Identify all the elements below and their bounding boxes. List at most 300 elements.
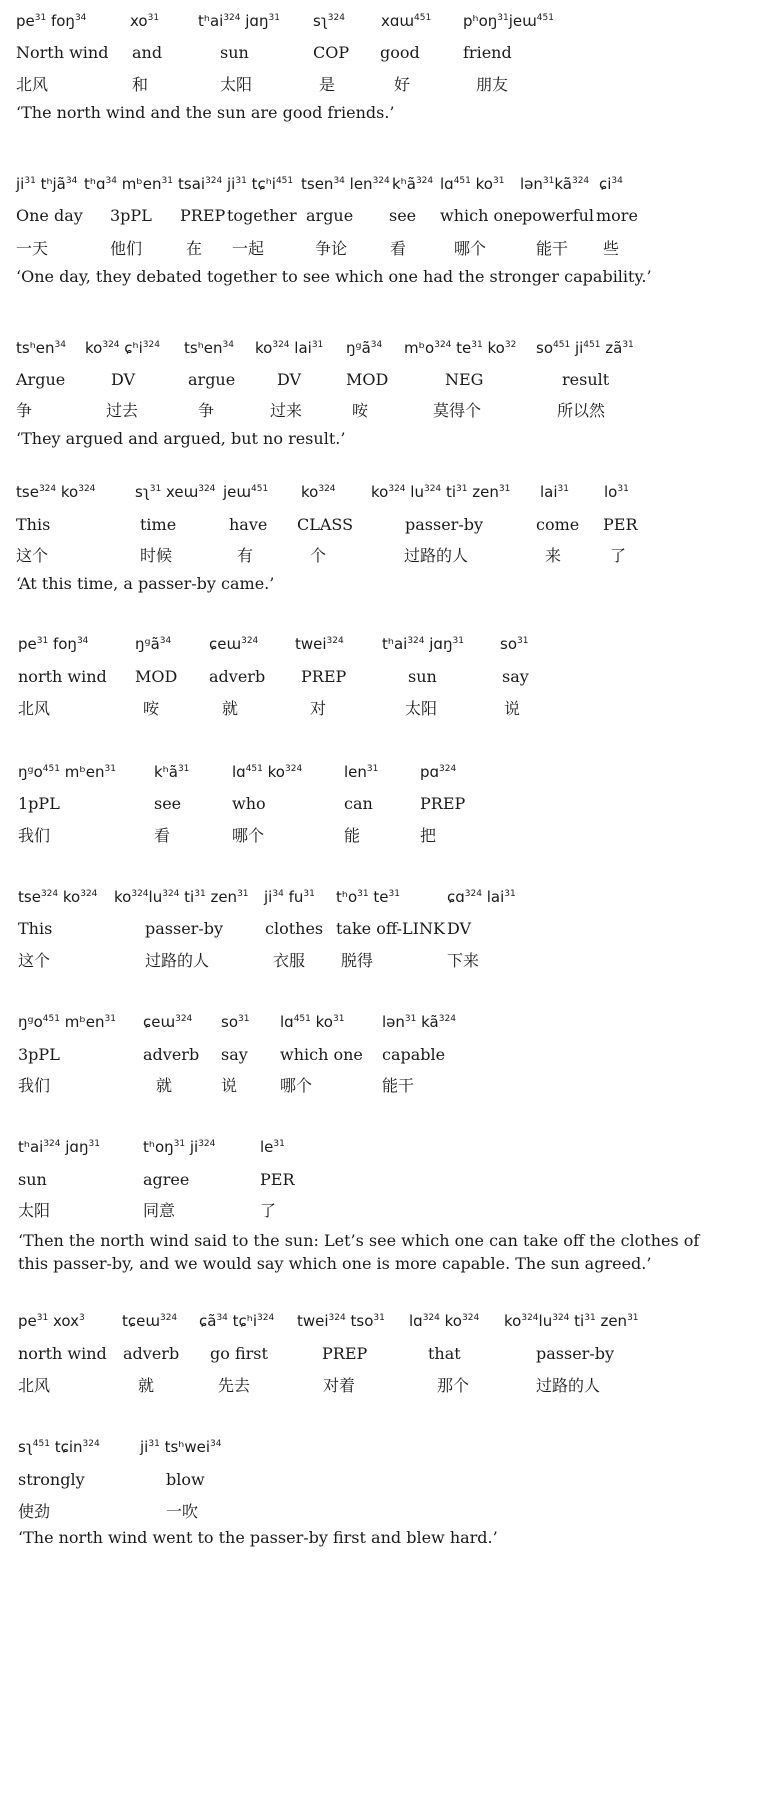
ipa-word: [122, 1312, 177, 1330]
ipa-syllable: pe: [16, 12, 35, 30]
tone-number: 31: [303, 889, 315, 899]
ipa-word: [440, 175, 504, 193]
ipa-syllable: so: [221, 1013, 238, 1031]
hanzi-word: 来: [545, 546, 562, 565]
tone-number: 324: [438, 1014, 456, 1024]
free-translation: ‘The north wind and the sun are good friends.’: [16, 103, 395, 122]
tone-number: 34: [216, 1313, 228, 1323]
tone-number: 451: [414, 13, 432, 23]
hanzi-word: 看: [390, 239, 407, 258]
hanzi-word: 过路的人: [404, 546, 469, 565]
gloss-line: [0, 43, 777, 69]
ipa-syllable: twei: [297, 1312, 329, 1330]
ipa-word: [232, 763, 302, 781]
hanzi-word: 时候: [140, 546, 173, 565]
hanzi-word: 对: [310, 699, 327, 718]
ipa-syllable: pe: [18, 1312, 37, 1330]
ipa-syllable: ko: [255, 339, 273, 357]
ipa-word: [154, 763, 189, 781]
ipa-syllable: lu: [148, 888, 163, 906]
tone-number: 324: [571, 176, 590, 186]
ipa-word: [540, 483, 569, 501]
hanzi-word: 先去: [218, 1376, 251, 1395]
gloss-per: PER: [260, 1170, 295, 1189]
tone-number: 31: [452, 636, 464, 646]
gloss-good: good: [380, 43, 420, 62]
ipa-word: [135, 635, 171, 653]
hanzi-word: 哪个: [454, 239, 487, 258]
ipa-line: [0, 888, 777, 914]
tone-number: 31: [149, 484, 162, 494]
tone-number: 324: [223, 13, 241, 23]
tone-number: 31: [542, 176, 555, 186]
ipa-syllable: ji: [140, 1438, 149, 1456]
ipa-syllable: tsai: [178, 175, 206, 193]
hanzi-word: 就: [156, 1076, 173, 1095]
ipa-syllable: lo: [604, 483, 618, 501]
hanzi-line: [0, 696, 777, 722]
ipa-word: [140, 1438, 221, 1456]
hanzi-word: 所以然: [557, 401, 606, 420]
ipa-word: [16, 175, 77, 193]
hanzi-word: 是: [319, 75, 336, 94]
tone-number: 31: [498, 484, 511, 494]
ipa-syllable: tʰoŋ: [143, 1138, 174, 1156]
free-translation: ‘Then the north wind said to the sun: Let’s see which one can take off the clothes of this passer-by, and we would say which one is more capable. The sun agreed.’: [18, 1231, 700, 1273]
tone-number: 31: [104, 1014, 116, 1024]
gloss-line: [0, 1470, 777, 1496]
tone-number: 31: [622, 340, 634, 350]
ipa-syllable: jɑŋ: [60, 1138, 89, 1156]
ipa-syllable: tʰɑ: [84, 175, 106, 193]
ipa-word: [18, 763, 116, 781]
ipa-syllable: mᵇen: [59, 1013, 105, 1031]
hanzi-word: 北风: [16, 75, 49, 94]
gloss-sun: sun: [220, 43, 249, 62]
ipa-syllable: tsʰwei: [159, 1438, 210, 1456]
ipa-word: [209, 635, 258, 653]
gloss-say: say: [221, 1045, 248, 1064]
hanzi-word: 能干: [382, 1076, 415, 1095]
ipa-syllable: jɑŋ: [424, 635, 453, 653]
ipa-word: [313, 12, 345, 30]
hanzi-word: 使劲: [18, 1502, 51, 1521]
ipa-word: [227, 175, 293, 193]
ipa-syllable: so: [500, 635, 517, 653]
tone-number: 324: [38, 484, 57, 494]
ipa-line: [0, 1438, 777, 1464]
ipa-syllable: lɑ: [280, 1013, 294, 1031]
gloss-prep: PREP: [322, 1344, 368, 1363]
hanzi-word: 看: [154, 826, 171, 845]
ipa-syllable: kã: [416, 1013, 439, 1031]
ipa-syllable: lu: [538, 1312, 553, 1330]
ipa-word: [371, 483, 510, 501]
ipa-word: [264, 888, 315, 906]
hanzi-word: 好: [394, 75, 411, 94]
tone-number: 324: [552, 1313, 570, 1323]
ipa-syllable: tsen: [301, 175, 334, 193]
ipa-line: [0, 175, 777, 201]
tone-number: 324: [40, 889, 59, 899]
ipa-syllable: tɕin: [49, 1438, 83, 1456]
ipa-syllable: ji: [264, 888, 273, 906]
tone-number: 31: [311, 340, 324, 350]
ipa-syllable: tsʰen: [16, 339, 55, 357]
hanzi-word: 了: [260, 1201, 277, 1220]
hanzi-word: 过路的人: [145, 951, 210, 970]
tone-number: 31: [497, 13, 509, 23]
tone-number: 34: [65, 176, 78, 186]
ipa-syllable: ko: [56, 483, 79, 501]
hanzi-word: 同意: [143, 1201, 176, 1220]
hanzi-word: 北风: [18, 1376, 51, 1395]
free-translation: ‘They argued and argued, but no result.’: [16, 429, 346, 448]
ipa-syllable: ko: [470, 175, 493, 193]
hanzi-line: [0, 236, 777, 262]
ipa-syllable: ko: [504, 1312, 522, 1330]
tone-number: 324: [80, 889, 98, 899]
ipa-syllable: ɕi: [599, 175, 612, 193]
gloss-passer-by: passer-by: [405, 515, 484, 534]
tone-number: 3: [78, 1313, 85, 1323]
tone-number: 34: [159, 636, 172, 646]
gloss-this: This: [16, 515, 51, 534]
ipa-syllable: ɕeɯ: [209, 635, 242, 653]
gloss-argue: argue: [306, 206, 354, 225]
hanzi-word: 争: [198, 401, 215, 420]
ipa-word: [198, 12, 280, 30]
tone-number: 31: [268, 13, 280, 23]
hanzi-word: 一天: [16, 239, 49, 258]
ipa-syllable: mᵇen: [116, 175, 162, 193]
ipa-syllable: pɑ: [420, 763, 440, 781]
ipa-syllable: xox: [48, 1312, 79, 1330]
ipa-syllable: lɑ: [440, 175, 454, 193]
ipa-word: [16, 12, 86, 30]
tone-number: 451: [583, 340, 601, 350]
tone-number: 31: [404, 1014, 417, 1024]
tone-number: 31: [36, 1313, 49, 1323]
tone-number: 451: [251, 484, 269, 494]
hanzi-word: 脱得: [341, 951, 374, 970]
ipa-word: [346, 339, 382, 357]
tone-number: 34: [222, 340, 234, 350]
tone-number: 451: [453, 176, 471, 186]
gloss-argue: argue: [188, 370, 236, 389]
gloss-and: and: [132, 43, 163, 62]
tone-number: 31: [147, 13, 160, 23]
ipa-word: [18, 1138, 100, 1156]
ipa-word: [178, 175, 222, 193]
ipa-syllable: lən: [382, 1013, 405, 1031]
gloss-have: have: [229, 515, 268, 534]
hanzi-word: 他们: [110, 239, 143, 258]
tone-number: 324: [326, 636, 344, 646]
gloss-this: This: [18, 919, 53, 938]
tone-number: 451: [42, 1014, 60, 1024]
hanzi-word: 把: [420, 826, 437, 845]
gloss-adverb: adverb: [143, 1045, 200, 1064]
hanzi-line: [0, 1198, 777, 1224]
gloss-go-first: go first: [210, 1344, 268, 1363]
ipa-word: [404, 339, 516, 357]
ipa-syllable: ɕeɯ: [143, 1013, 176, 1031]
tone-number: 324: [327, 13, 345, 23]
ipa-word: [255, 339, 323, 357]
ipa-syllable: tʰai: [198, 12, 224, 30]
gloss-come: come: [536, 515, 580, 534]
tone-number: 31: [173, 1139, 186, 1149]
tone-number: 31: [493, 176, 505, 186]
ipa-syllable: zen: [595, 1312, 628, 1330]
hanzi-word: 那个: [437, 1376, 470, 1395]
ipa-syllable: tse: [16, 483, 39, 501]
tone-number: 34: [370, 340, 383, 350]
gloss-line: [0, 794, 777, 820]
ipa-word: [16, 339, 66, 357]
ipa-syllable: foŋ: [48, 635, 77, 653]
ipa-word: [18, 1312, 85, 1330]
tone-number: 324: [82, 1439, 100, 1449]
hanzi-line: [0, 1499, 777, 1525]
hanzi-word: 过来: [270, 401, 303, 420]
tone-number: 31: [504, 889, 516, 899]
ipa-word: [420, 763, 456, 781]
tone-number: 31: [366, 764, 379, 774]
ipa-syllable: ŋᵍã: [135, 635, 160, 653]
hanzi-line: [0, 398, 777, 424]
hanzi-word: 过路的人: [536, 1376, 601, 1395]
ipa-syllable: ji: [185, 1138, 199, 1156]
hanzi-word: 一吹: [166, 1502, 199, 1521]
tone-number: 451: [536, 13, 554, 23]
ipa-syllable: lu: [405, 483, 424, 501]
ipa-syllable: ko: [371, 483, 389, 501]
gloss-blow: blow: [166, 1470, 205, 1489]
hanzi-word: 能干: [536, 239, 569, 258]
ipa-syllable: mᵇo: [404, 339, 435, 357]
hanzi-word: 我们: [18, 826, 51, 845]
ipa-syllable: ti: [569, 1312, 585, 1330]
gloss-sun: sun: [408, 667, 437, 686]
tone-number: 32: [504, 340, 517, 350]
ipa-word: [130, 12, 159, 30]
ipa-syllable: ji: [16, 175, 25, 193]
tone-number: 31: [34, 13, 47, 23]
tone-number: 324: [462, 1313, 480, 1323]
gloss-line: [0, 370, 777, 396]
ipa-line: [0, 12, 777, 38]
gloss-per: PER: [603, 515, 638, 534]
tone-number: 324: [175, 1014, 193, 1024]
hanzi-word: 对着: [323, 1376, 356, 1395]
tone-number: 31: [36, 636, 49, 646]
gloss-powerful: powerful: [522, 206, 595, 225]
ipa-syllable: te: [451, 339, 472, 357]
ipa-syllable: lai: [289, 339, 312, 357]
ipa-word: [599, 175, 623, 193]
ipa-syllable: tʰai: [382, 635, 408, 653]
hanzi-line: [0, 948, 777, 974]
tone-number: 324: [521, 1313, 539, 1323]
tone-number: 34: [272, 889, 284, 899]
tone-number: 31: [333, 1014, 345, 1024]
tone-number: 31: [238, 1014, 250, 1024]
ipa-syllable: ŋᵍã: [346, 339, 371, 357]
ipa-syllable: ji: [570, 339, 584, 357]
gloss-1ppl: 1pPL: [18, 794, 60, 813]
gloss-one-day: One day: [16, 206, 83, 225]
tone-number: 31: [617, 484, 629, 494]
ipa-line: [0, 483, 777, 509]
gloss-neg: NEG: [445, 370, 484, 389]
tone-number: 324: [78, 484, 96, 494]
gloss-passer-by: passer-by: [145, 919, 224, 938]
ipa-word: [392, 175, 433, 193]
tone-number: 31: [88, 1139, 100, 1149]
hanzi-word: 一起: [232, 239, 265, 258]
hanzi-word: 我们: [18, 1076, 51, 1095]
ipa-syllable: ji: [227, 175, 236, 193]
tone-number: 324: [198, 1139, 216, 1149]
gloss-line: [0, 1344, 777, 1370]
tone-number: 31: [161, 176, 173, 186]
gloss-see: see: [154, 794, 182, 813]
gloss-3ppl: 3pPL: [18, 1045, 60, 1064]
gloss-north-wind: North wind: [16, 43, 109, 62]
tone-number: 34: [54, 340, 66, 350]
tone-number: 31: [557, 484, 569, 494]
tone-number: 324: [328, 1313, 346, 1323]
gloss-agree: agree: [143, 1170, 190, 1189]
hanzi-word: 北风: [18, 699, 51, 718]
tone-number: 31: [373, 1313, 385, 1323]
ipa-syllable: lai: [481, 888, 505, 906]
ipa-syllable: sʅ: [18, 1438, 33, 1456]
tone-number: 451: [32, 1439, 50, 1449]
hanzi-word: 莫得个: [433, 401, 482, 420]
ipa-syllable: twei: [295, 635, 327, 653]
ipa-word: [260, 1138, 285, 1156]
gloss-adverb: adverb: [123, 1344, 180, 1363]
ipa-syllable: tɕʰi: [227, 1312, 258, 1330]
tone-number: 451: [42, 764, 60, 774]
tone-number: 324: [205, 176, 223, 186]
free-translation: ‘The north wind went to the passer-by first and blew hard.’: [18, 1528, 498, 1547]
ipa-syllable: jeɯ: [223, 483, 252, 501]
tone-number: 31: [517, 636, 529, 646]
hanzi-word: 说: [504, 699, 521, 718]
tone-number: 31: [388, 889, 400, 899]
ipa-syllable: jeɯ: [508, 12, 537, 30]
ipa-syllable: lən: [520, 175, 543, 193]
ipa-syllable: ɕã: [199, 1312, 217, 1330]
ipa-syllable: pʰoŋ: [463, 12, 498, 30]
hanzi-word: 太阳: [405, 699, 438, 718]
tone-number: 31: [456, 484, 468, 494]
ipa-word: [297, 1312, 385, 1330]
ipa-word: [18, 635, 88, 653]
gloss-clothes: clothes: [265, 919, 324, 938]
ipa-word: [114, 888, 249, 906]
ipa-word: [85, 339, 160, 357]
tone-number: 324: [131, 889, 149, 899]
gloss-line: [0, 1045, 777, 1071]
ipa-syllable: tsʰen: [184, 339, 223, 357]
ipa-word: [199, 1312, 274, 1330]
tone-number: 324: [407, 636, 425, 646]
gloss-more: more: [596, 206, 638, 225]
hanzi-line: [0, 72, 777, 98]
ipa-line: [0, 635, 777, 661]
hanzi-word: 太阳: [220, 75, 253, 94]
gloss-see: see: [389, 206, 417, 225]
hanzi-word: 咹: [352, 401, 369, 420]
gloss-line: [0, 206, 777, 232]
gloss-prep: PREP: [180, 206, 226, 225]
tone-number: 31: [24, 176, 36, 186]
tone-number: 324: [272, 340, 290, 350]
hanzi-word: 哪个: [280, 1076, 313, 1095]
gloss-that: that: [428, 1344, 461, 1363]
tone-number: 31: [584, 1313, 596, 1323]
ipa-syllable: tso: [345, 1312, 374, 1330]
tone-number: 451: [293, 1014, 311, 1024]
gloss-together: together: [227, 206, 297, 225]
ipa-syllable: xeɯ: [161, 483, 199, 501]
tone-number: 451: [553, 340, 571, 350]
hanzi-word: 争: [16, 401, 33, 420]
gloss-sun: sun: [18, 1170, 47, 1189]
ipa-syllable: zã: [600, 339, 623, 357]
hanzi-line: [0, 823, 777, 849]
hanzi-word: 过去: [106, 401, 139, 420]
gloss-line: [0, 1170, 777, 1196]
ipa-syllable: te: [368, 888, 389, 906]
hanzi-word: 咹: [143, 699, 160, 718]
tone-number: 34: [333, 176, 345, 186]
ipa-syllable: ko: [85, 339, 103, 357]
ipa-syllable: sʅ: [135, 483, 150, 501]
gloss-passer-by: passer-by: [536, 1344, 615, 1363]
ipa-word: [301, 175, 390, 193]
tone-number: 34: [210, 1439, 222, 1449]
ipa-syllable: ko: [482, 339, 505, 357]
ipa-syllable: mᵇen: [59, 763, 105, 781]
tone-number: 31: [177, 764, 190, 774]
ipa-line: [0, 339, 777, 365]
gloss-strongly: strongly: [18, 1470, 85, 1489]
ipa-syllable: kʰã: [154, 763, 178, 781]
ipa-word: [184, 339, 234, 357]
ipa-syllable: tʰo: [336, 888, 358, 906]
hanzi-line: [0, 1373, 777, 1399]
ipa-syllable: lɑ: [232, 763, 246, 781]
hanzi-word: 个: [310, 546, 327, 565]
ipa-syllable: tse: [18, 888, 41, 906]
tone-number: 324: [388, 484, 406, 494]
tone-number: 31: [148, 1439, 160, 1449]
ipa-syllable: sʅ: [313, 12, 328, 30]
gloss-dv: DV: [111, 370, 136, 389]
hanzi-word: 下来: [447, 951, 480, 970]
ipa-line: [0, 1013, 777, 1039]
ipa-word: [382, 1013, 456, 1031]
gloss-prep: PREP: [301, 667, 347, 686]
gloss-3ppl: 3pPL: [110, 206, 152, 225]
tone-number: 31: [357, 889, 369, 899]
